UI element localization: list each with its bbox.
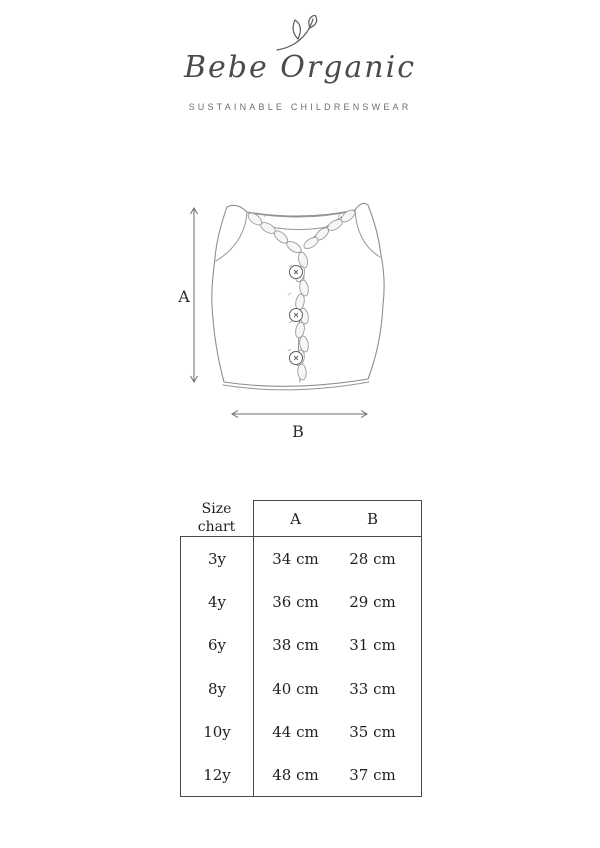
brand-tagline: SUSTAINABLE CHILDRENSWEAR xyxy=(188,102,412,112)
brand-name: Bebe Organic xyxy=(183,50,417,85)
measure-b-cell: 28 cm xyxy=(337,537,422,580)
measure-b-cell: 35 cm xyxy=(337,710,422,753)
size-chart-header xyxy=(180,500,253,537)
size-chart-table xyxy=(180,500,422,797)
measure-a-cell: 34 cm xyxy=(253,537,337,580)
measure-b-cell: 29 cm xyxy=(337,580,422,623)
size-cell: 12y xyxy=(180,753,253,796)
size-cell: 10y xyxy=(180,710,253,753)
column-header-b: B xyxy=(337,500,422,537)
width-arrow xyxy=(232,411,367,418)
measure-a-cell: 40 cm xyxy=(253,667,337,710)
size-chart-header-label: Size chart xyxy=(197,500,236,535)
measure-a-cell: 36 cm xyxy=(253,580,337,623)
measure-a-cell: 48 cm xyxy=(253,753,337,796)
column-header-a: A xyxy=(253,500,337,537)
measure-b-cell: 31 cm xyxy=(337,624,422,667)
size-cell: 3y xyxy=(180,537,253,580)
measure-b-cell: 33 cm xyxy=(337,667,422,710)
height-dimension-label: A xyxy=(178,287,190,306)
measure-a-cell: 44 cm xyxy=(253,710,337,753)
size-cell: 6y xyxy=(180,624,253,667)
leaf-sprig-icon xyxy=(274,15,326,53)
width-dimension-label: B xyxy=(292,422,304,441)
size-cell: 8y xyxy=(180,667,253,710)
vest-diagram xyxy=(175,195,405,450)
size-cell: 4y xyxy=(180,580,253,623)
measure-b-cell: 37 cm xyxy=(337,753,422,796)
measure-a-cell: 38 cm xyxy=(253,624,337,667)
